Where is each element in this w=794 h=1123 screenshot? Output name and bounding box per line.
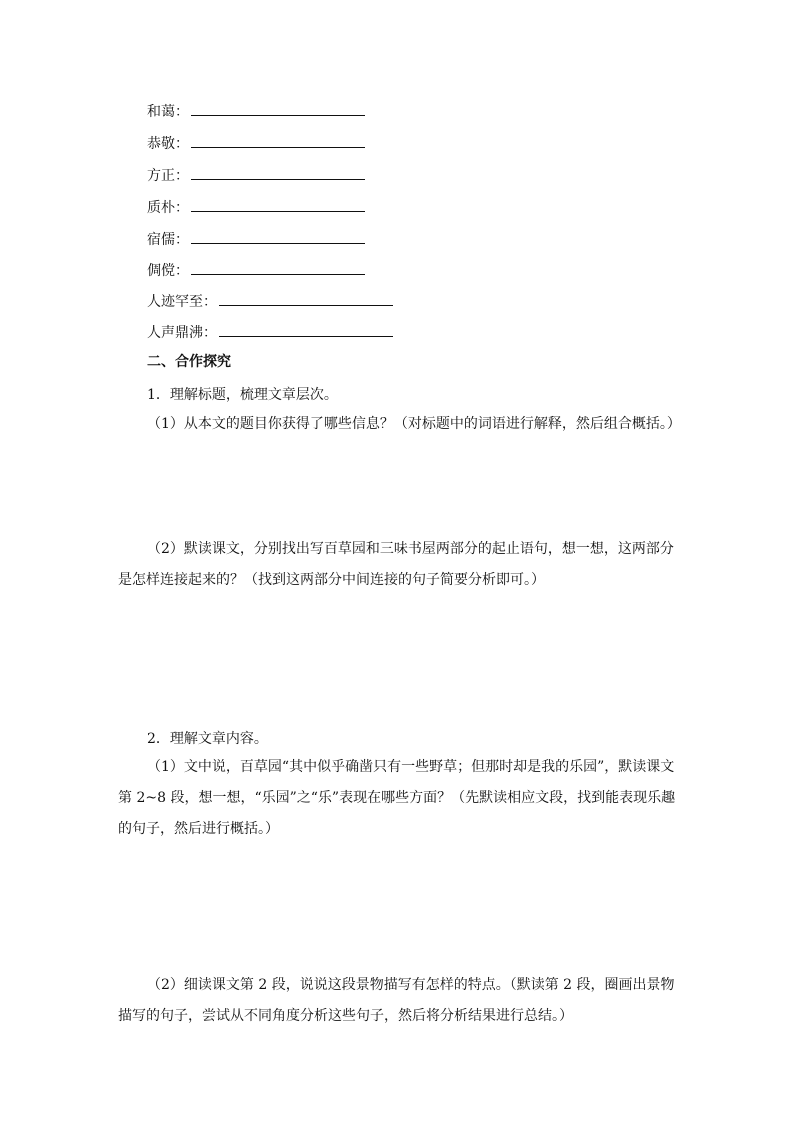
- answer-blank[interactable]: [191, 133, 365, 148]
- answer-blank[interactable]: [191, 165, 365, 180]
- question-2-title: 2．理解文章内容。: [147, 731, 268, 747]
- answer-blank[interactable]: [191, 260, 365, 275]
- vocab-item: [147, 291, 393, 313]
- question-1-1: （1）从本文的题目你获得了哪些信息？（对标题中的词语进行解释，然后组合概括。）: [147, 416, 681, 432]
- vocab-item: [147, 197, 365, 219]
- answer-blank[interactable]: [191, 197, 365, 212]
- vocab-term: 宿儒：: [147, 232, 189, 248]
- vocab-item: [147, 322, 393, 344]
- vocab-term: 和蔼：: [147, 104, 189, 120]
- answer-blank[interactable]: [219, 291, 393, 306]
- vocab-term: 人迹罕至：: [147, 294, 217, 310]
- vocab-term: 质朴：: [147, 200, 189, 216]
- vocab-term: 恭敬：: [147, 136, 189, 152]
- answer-blank[interactable]: [191, 229, 365, 244]
- question-1-title: 1．理解标题，梳理文章层次。: [147, 387, 338, 403]
- vocab-item: [147, 133, 365, 155]
- vocab-term: 方正：: [147, 168, 189, 184]
- vocab-item: [147, 101, 365, 123]
- answer-blank[interactable]: [219, 322, 393, 337]
- question-1-2: （2）默读课文，分别找出写百草园和三味书屋两部分的起止语句，想一想，这两部分是怎样连接起来的？（找到这两部分中间连接的句子简要分析即可。）: [118, 541, 674, 588]
- answer-blank[interactable]: [191, 101, 365, 116]
- vocab-item: [147, 165, 365, 187]
- question-2-2: （2）细读课文第 2 段，说说这段景物描写有怎样的特点。（默读第 2 段，圈画出景物描写的句子，尝试从不同角度分析这些句子，然后将分析结果进行总结。）: [118, 977, 675, 1024]
- question-2-1: （1）文中说，百草园“其中似乎确凿只有一些野草；但那时却是我的乐园”，默读课文第 2~8 段，想一想，“乐园”之“乐”表现在哪些方面？（先默读相应文段，找到能表现乐趣的句子，然后进行概括。）: [118, 759, 676, 837]
- vocab-item: [147, 229, 365, 251]
- section-heading: 二、合作探究: [147, 354, 231, 370]
- vocab-term: 倜傥：: [147, 263, 189, 279]
- vocab-item: [147, 260, 365, 282]
- vocab-term: 人声鼎沸：: [147, 325, 217, 341]
